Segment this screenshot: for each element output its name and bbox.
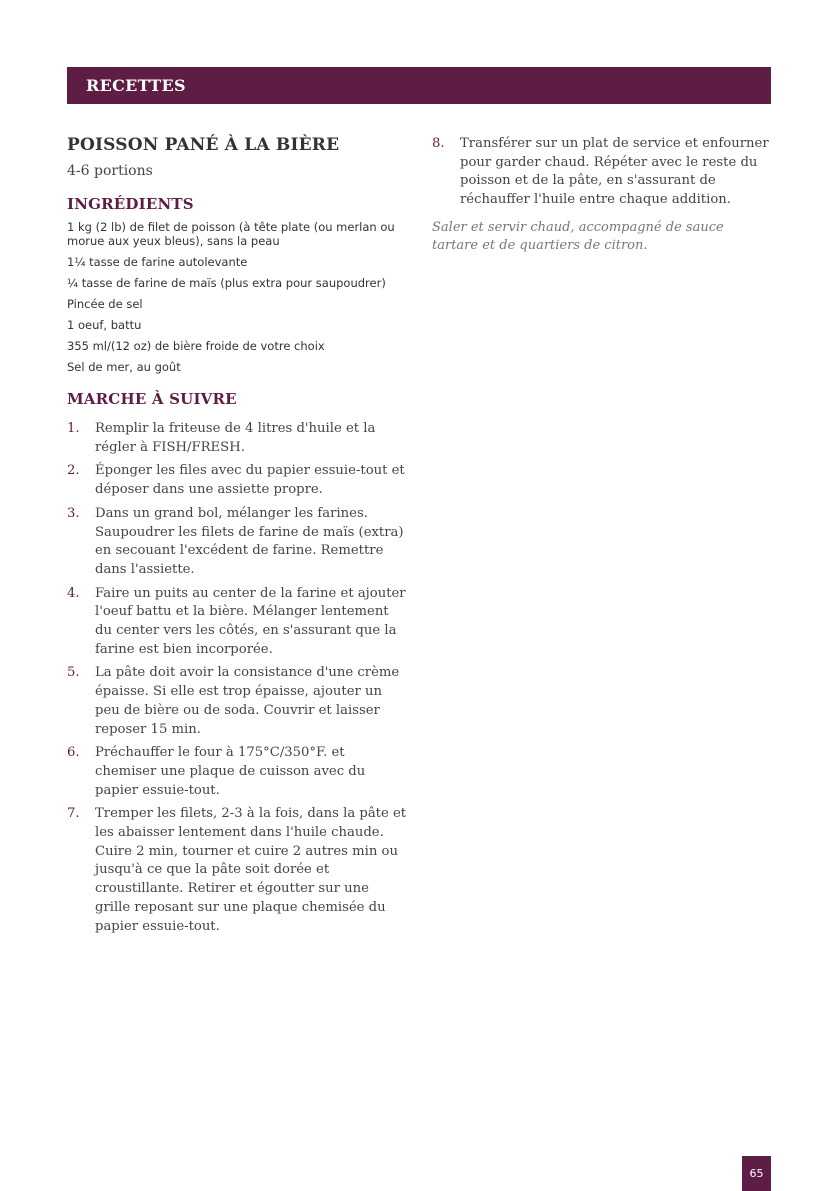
step-number: 8.: [432, 136, 445, 151]
step-text: Transférer sur un plat de service et enfourner pour garder chaud. Répéter avec le reste du poisson et de la pâte, en s'assurant de réchauffer l'huile entre chaque addition.: [460, 136, 769, 208]
servings: 4-6 portions: [67, 163, 153, 179]
step-number: 7.: [67, 806, 80, 822]
step-number: 1.: [67, 421, 80, 436]
method-step: [67, 664, 407, 739]
page-number: 65: [742, 1156, 771, 1191]
method-step: [67, 420, 407, 457]
method-steps: [67, 420, 407, 936]
method-steps-continued: [432, 135, 772, 210]
ingredients-list: [67, 220, 407, 374]
step-number: 6.: [67, 745, 80, 761]
ingredients-heading: INGRÉDIENTS: [67, 195, 194, 213]
step-text: Dans un grand bol, mélanger les farines. Saupoudrer les filets de farine de maïs (extra) en secouant l'excédent de farine. Remettre dans l'assiette.: [95, 505, 404, 577]
ingredient-item: Pincée de sel: [67, 297, 143, 311]
section-header-bar: [67, 67, 771, 104]
section-title: RECETTES: [86, 76, 186, 95]
step-number: 2.: [67, 463, 80, 479]
step-number: 4.: [67, 585, 80, 601]
ingredient-item: 355 ml/(12 oz) de bière froide de votre choix: [67, 339, 325, 353]
method-step: [67, 805, 407, 936]
method-step: [67, 505, 407, 580]
method-step: [67, 744, 407, 800]
right-column: [432, 135, 772, 256]
ingredient-item: Sel de mer, au goût: [67, 360, 181, 374]
method-heading: MARCHE À SUIVRE: [67, 390, 237, 408]
step-text: Faire un puits au center de la farine et ajouter l'oeuf battu et la bière. Mélanger lentement du center vers les côtés, en s'assurant que la farine est bien incorporée.: [95, 585, 406, 657]
step-text: Remplir la friteuse de 4 litres d'huile et la régler à FISH/FRESH.: [95, 421, 376, 455]
step-number: 5.: [67, 665, 80, 681]
step-text: La pâte doit avoir la consistance d'une crème épaisse. Si elle est trop épaisse, ajouter un peu de bière ou de soda. Couvrir et laisser reposer 15 min.: [95, 665, 400, 737]
serving-note: Saler et servir chaud, accompagné de sauce tartare et de quartiers de citron.: [432, 219, 724, 254]
ingredient-item: 1 kg (2 lb) de filet de poisson (à tête plate (ou merlan ou morue aux yeux bleus), sans la peau: [67, 220, 395, 248]
method-step: [67, 462, 407, 499]
left-column: [67, 135, 407, 941]
method-step: [67, 585, 407, 660]
step-number: 3.: [67, 505, 80, 521]
step-text: Éponger les files avec du papier essuie-tout et déposer dans une assiette propre.: [95, 463, 405, 498]
recipe-title: POISSON PANÉ À LA BIÈRE: [67, 135, 340, 155]
step-text: Tremper les filets, 2-3 à la fois, dans la pâte et les abaisser lentement dans l'huile chaude. Cuire 2 min, tourner et cuire 2 autres min ou jusqu'à ce que la pâte soit dorée et croustillante. Retirer et égoutter sur une grille reposant sur une plaque chemisée du papier essuie-tout.: [95, 806, 407, 934]
ingredient-item: ¼ tasse de farine de maïs (plus extra pour saupoudrer): [67, 276, 386, 290]
step-text: Préchauffer le four à 175°C/350°F. et chemiser une plaque de cuisson avec du papier essuie-tout.: [95, 745, 366, 798]
ingredient-item: 1¼ tasse de farine autolevante: [67, 255, 248, 269]
method-step: [432, 135, 772, 210]
ingredient-item: 1 oeuf, battu: [67, 318, 142, 332]
